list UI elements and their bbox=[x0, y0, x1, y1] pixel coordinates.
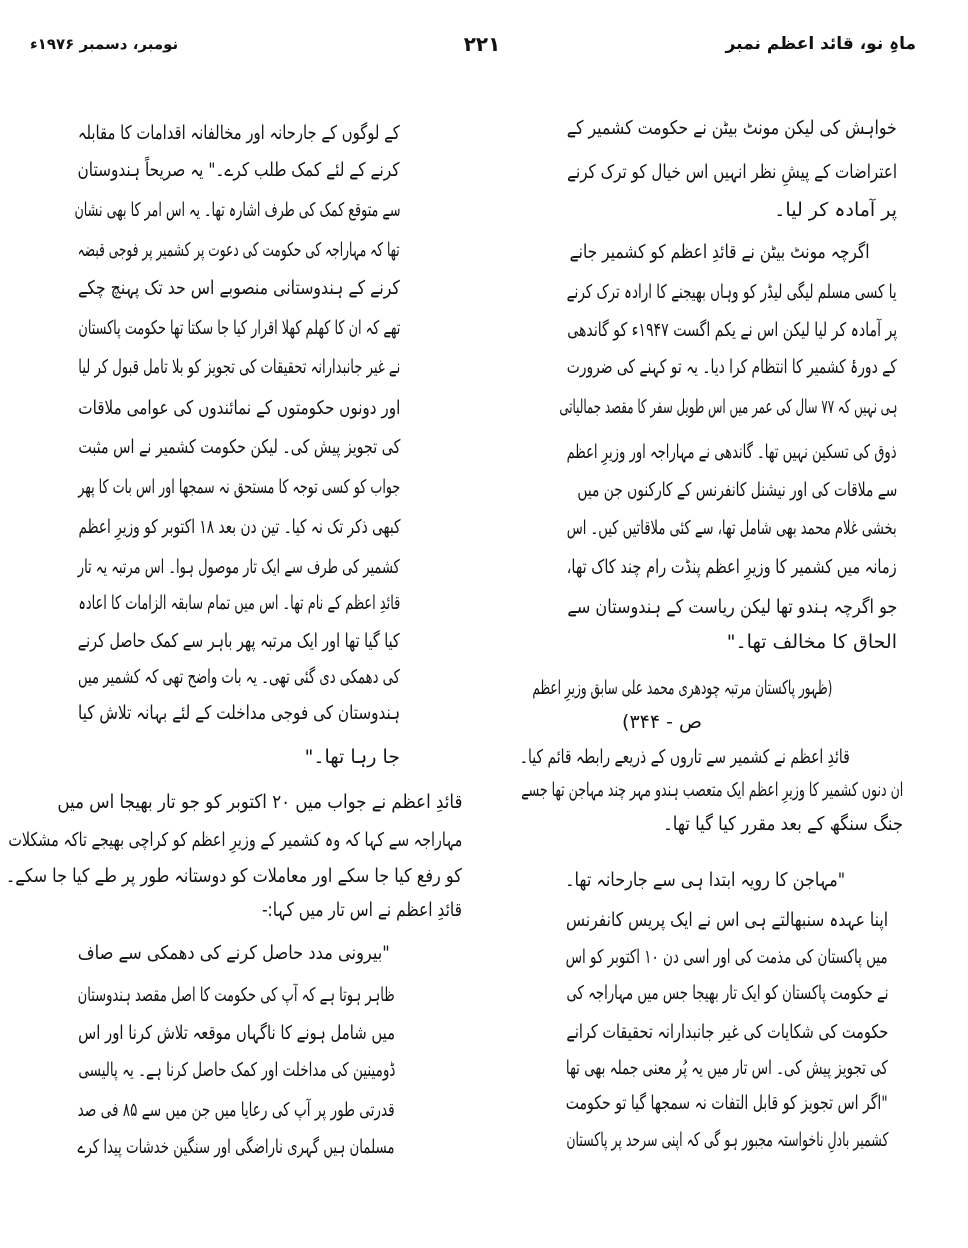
text-line: اپنا عہدہ سنبھالتے ہی اس نے ایک پریس کانفرنس bbox=[565, 909, 888, 931]
text-line: ڈومینین کی مداخلت اور کمک حاصل کرنا ہے۔ یہ پالیسی bbox=[77, 1059, 395, 1081]
text-line: یا کسی مسلم لیگی لیڈر کو وہاں بھیجنے کا ارادہ ترک کرنے bbox=[567, 281, 897, 303]
text-line: تھا کہ مہاراجہ کی حکومت کی دعوت پر کشمیر پر فوجی قبضہ bbox=[77, 239, 400, 261]
text-line: "مہاجن کا رویہ ابتدا ہی سے جارحانہ تھا۔ bbox=[564, 869, 845, 891]
text-line: پر آمادہ کر لیا لیکن اس نے یکم اگست ۱۹۴۷ء کو گاندھی bbox=[567, 319, 897, 341]
text-line: کبھی ذکر تک نہ کیا۔ تین دن بعد ۱۸ اکتوبر کو وزیرِ اعظم bbox=[77, 516, 400, 538]
text-line: مہاراجہ سے کہا کہ وہ کشمیر کے وزیرِ اعظم کو کراچی بھیجے تاکہ مشکلات bbox=[7, 829, 462, 851]
text-line: قدرتی طور پر آپ کی رعایا میں جن میں سے ۸۵ فی صد bbox=[78, 1099, 395, 1121]
text-line: ص - ۳۴۴) bbox=[622, 711, 702, 733]
text-line: جنگ سنگھ کے بعد مقرر کیا گیا تھا۔ bbox=[662, 813, 903, 835]
text-line: قائدِ اعظم نے کشمیر سے تاروں کے ذریعے رابطہ قائم کیا۔ bbox=[519, 746, 850, 768]
text-line: نے حکومت پاکستان کو ایک تار بھیجا جس میں مہاراجہ کی bbox=[566, 982, 888, 1004]
text-line: جا رہا تھا۔" bbox=[304, 746, 400, 768]
text-line: خواہش کی لیکن مونٹ بیٹن نے حکومت کشمیر کے bbox=[567, 117, 897, 139]
text-line: نے غیر جانبدارانہ تحقیقات کی تجویز کو بلا تامل قبول کر لیا bbox=[77, 356, 400, 378]
text-line: کیا گیا تھا اور ایک مرتبہ پھر باہر سے کمک حاصل کرنے bbox=[78, 630, 400, 652]
text-line: کے دورۂ کشمیر کا انتظام کرا دیا۔ یہ تو کہنے کی ضرورت bbox=[566, 356, 897, 378]
text-line: جواب کو کسی توجہ کا مستحق نہ سمجھا اور اس بات کا پھر bbox=[78, 476, 400, 498]
text-line: زمانہ میں کشمیر کا وزیرِ اعظم پنڈت رام چند کاک تھا، bbox=[566, 556, 897, 578]
issue-date: نومبر، دسمبر ۱۹۷۶ء bbox=[30, 35, 179, 53]
text-line: کو رفع کیا جا سکے اور معاملات کو دوستانہ طور پر طے کیا جا سکے۔ bbox=[6, 865, 462, 887]
text-line: کی تجویز پیش کی۔ اس تار میں یہ پُر معنی جملہ بھی تھا bbox=[565, 1057, 888, 1079]
text-line: الحاق کا مخالف تھا۔" bbox=[726, 631, 897, 653]
text-line: اعتراضات کے پیشِ نظر انہیں اس خیال کو ترک کرنے bbox=[567, 161, 897, 183]
text-line: اور دونوں حکومتوں کے نمائندوں کی عوامی ملاقات bbox=[78, 397, 400, 419]
text-line: "اگر اس تجویز کو قابل التفات نہ سمجھا گیا تو حکومت bbox=[565, 1092, 888, 1114]
text-line: کی دھمکی دی گئی تھی۔ یہ بات واضح تھی کہ کشمیر میں bbox=[78, 666, 400, 688]
text-line: "بیرونی مدد حاصل کرنے کی دھمکی سے صاف bbox=[77, 942, 390, 964]
text-line: قائدِ اعظم کے نام تھا۔ اس میں تمام سابقہ الزامات کا اعادہ bbox=[77, 592, 400, 614]
text-line: کشمیر بادلِ ناخواستہ مجبور ہو گی کہ اپنی سرحد پر پاکستان bbox=[565, 1129, 888, 1151]
text-line: سے متوقع کمک کی طرف اشارہ تھا۔ یہ اس امر کا بھی نشان bbox=[73, 199, 400, 221]
text-line: حکومت کی شکایات کی غیر جانبدارانہ تحقیقات کرانے bbox=[566, 1021, 888, 1043]
page-number: ۲۲۱ bbox=[463, 32, 501, 56]
text-line: میں شامل ہونے کا ناگہاں موقعہ تلاش کرنا اور اس bbox=[77, 1022, 395, 1044]
text-line: کے لوگوں کے جارحانہ اور مخالفانہ اقدامات کا مقابلہ bbox=[78, 122, 400, 144]
text-line: ذوق کی تسکین نہیں تھا۔ گاندھی نے مہاراجہ اور وزیرِ اعظم bbox=[566, 441, 897, 463]
text-line: اگرچہ مونٹ بیٹن نے قائدِ اعظم کو کشمیر جانے bbox=[570, 241, 870, 263]
text-line: کرنے کے لئے کمک طلب کرے۔" یہ صریحاً ہندوستان bbox=[77, 159, 400, 181]
text-line: مسلمان ہیں گہری ناراضگی اور سنگین خدشات پیدا کرے bbox=[78, 1136, 395, 1158]
text-line: بخشی غلام محمد بھی شامل تھا، سے کئی ملاقاتیں کیں۔ اس bbox=[567, 517, 897, 539]
text-line: ہی نہیں کہ ۷۷ سال کی عمر میں اس طویل سفر کا مقصد جمالیاتی bbox=[558, 396, 897, 418]
text-line: پر آمادہ کر لیا۔ bbox=[774, 199, 897, 221]
text-line: کرنے کے ہندوستانی منصوبے اس حد تک پہنچ چکے bbox=[78, 277, 400, 299]
text-line: (ظہور پاکستان مرتبہ چودھری محمد علی سابق وزیرِ اعظم bbox=[532, 677, 832, 699]
text-line: قائدِ اعظم نے جواب میں ۲۰ اکتوبر کو جو تار بھیجا اس میں bbox=[56, 791, 462, 813]
text-line: کی تجویز پیش کی۔ لیکن حکومت کشمیر نے اس مثبت bbox=[77, 436, 400, 458]
text-line: سے ملاقات کی اور نیشنل کانفرنس کے کارکنوں جن میں bbox=[576, 479, 897, 501]
text-line: ظاہر ہوتا ہے کہ آپ کی حکومت کا اصل مقصد ہندوستان bbox=[77, 984, 395, 1006]
text-line: تھے کہ ان کا کھلم کھلا اقرار کیا جا سکتا تھا حکومت پاکستان bbox=[78, 317, 400, 339]
text-line: جو اگرچہ ہندو تھا لیکن ریاست کے ہندوستان سے bbox=[567, 596, 897, 618]
text-line: ہندوستان کی فوجی مداخلت کے لئے بہانہ تلاش کیا bbox=[77, 702, 400, 724]
text-line: ان دنوں کشمیر کا وزیرِ اعظم ایک متعصب ہندو مہر چند مہاجن تھا جسے bbox=[520, 779, 903, 801]
text-line: کشمیر کی طرف سے ایک تار موصول ہوا۔ اس مرتبہ یہ تار bbox=[78, 556, 400, 578]
text-line: قائدِ اعظم نے اس تار میں کہا:- bbox=[262, 899, 462, 921]
magazine-title: ماہِ نو، قائد اعظم نمبر bbox=[725, 34, 916, 54]
text-line: میں پاکستان کی مذمت کی اور اسی دن ۱۰ اکتوبر کو اس bbox=[566, 946, 888, 968]
